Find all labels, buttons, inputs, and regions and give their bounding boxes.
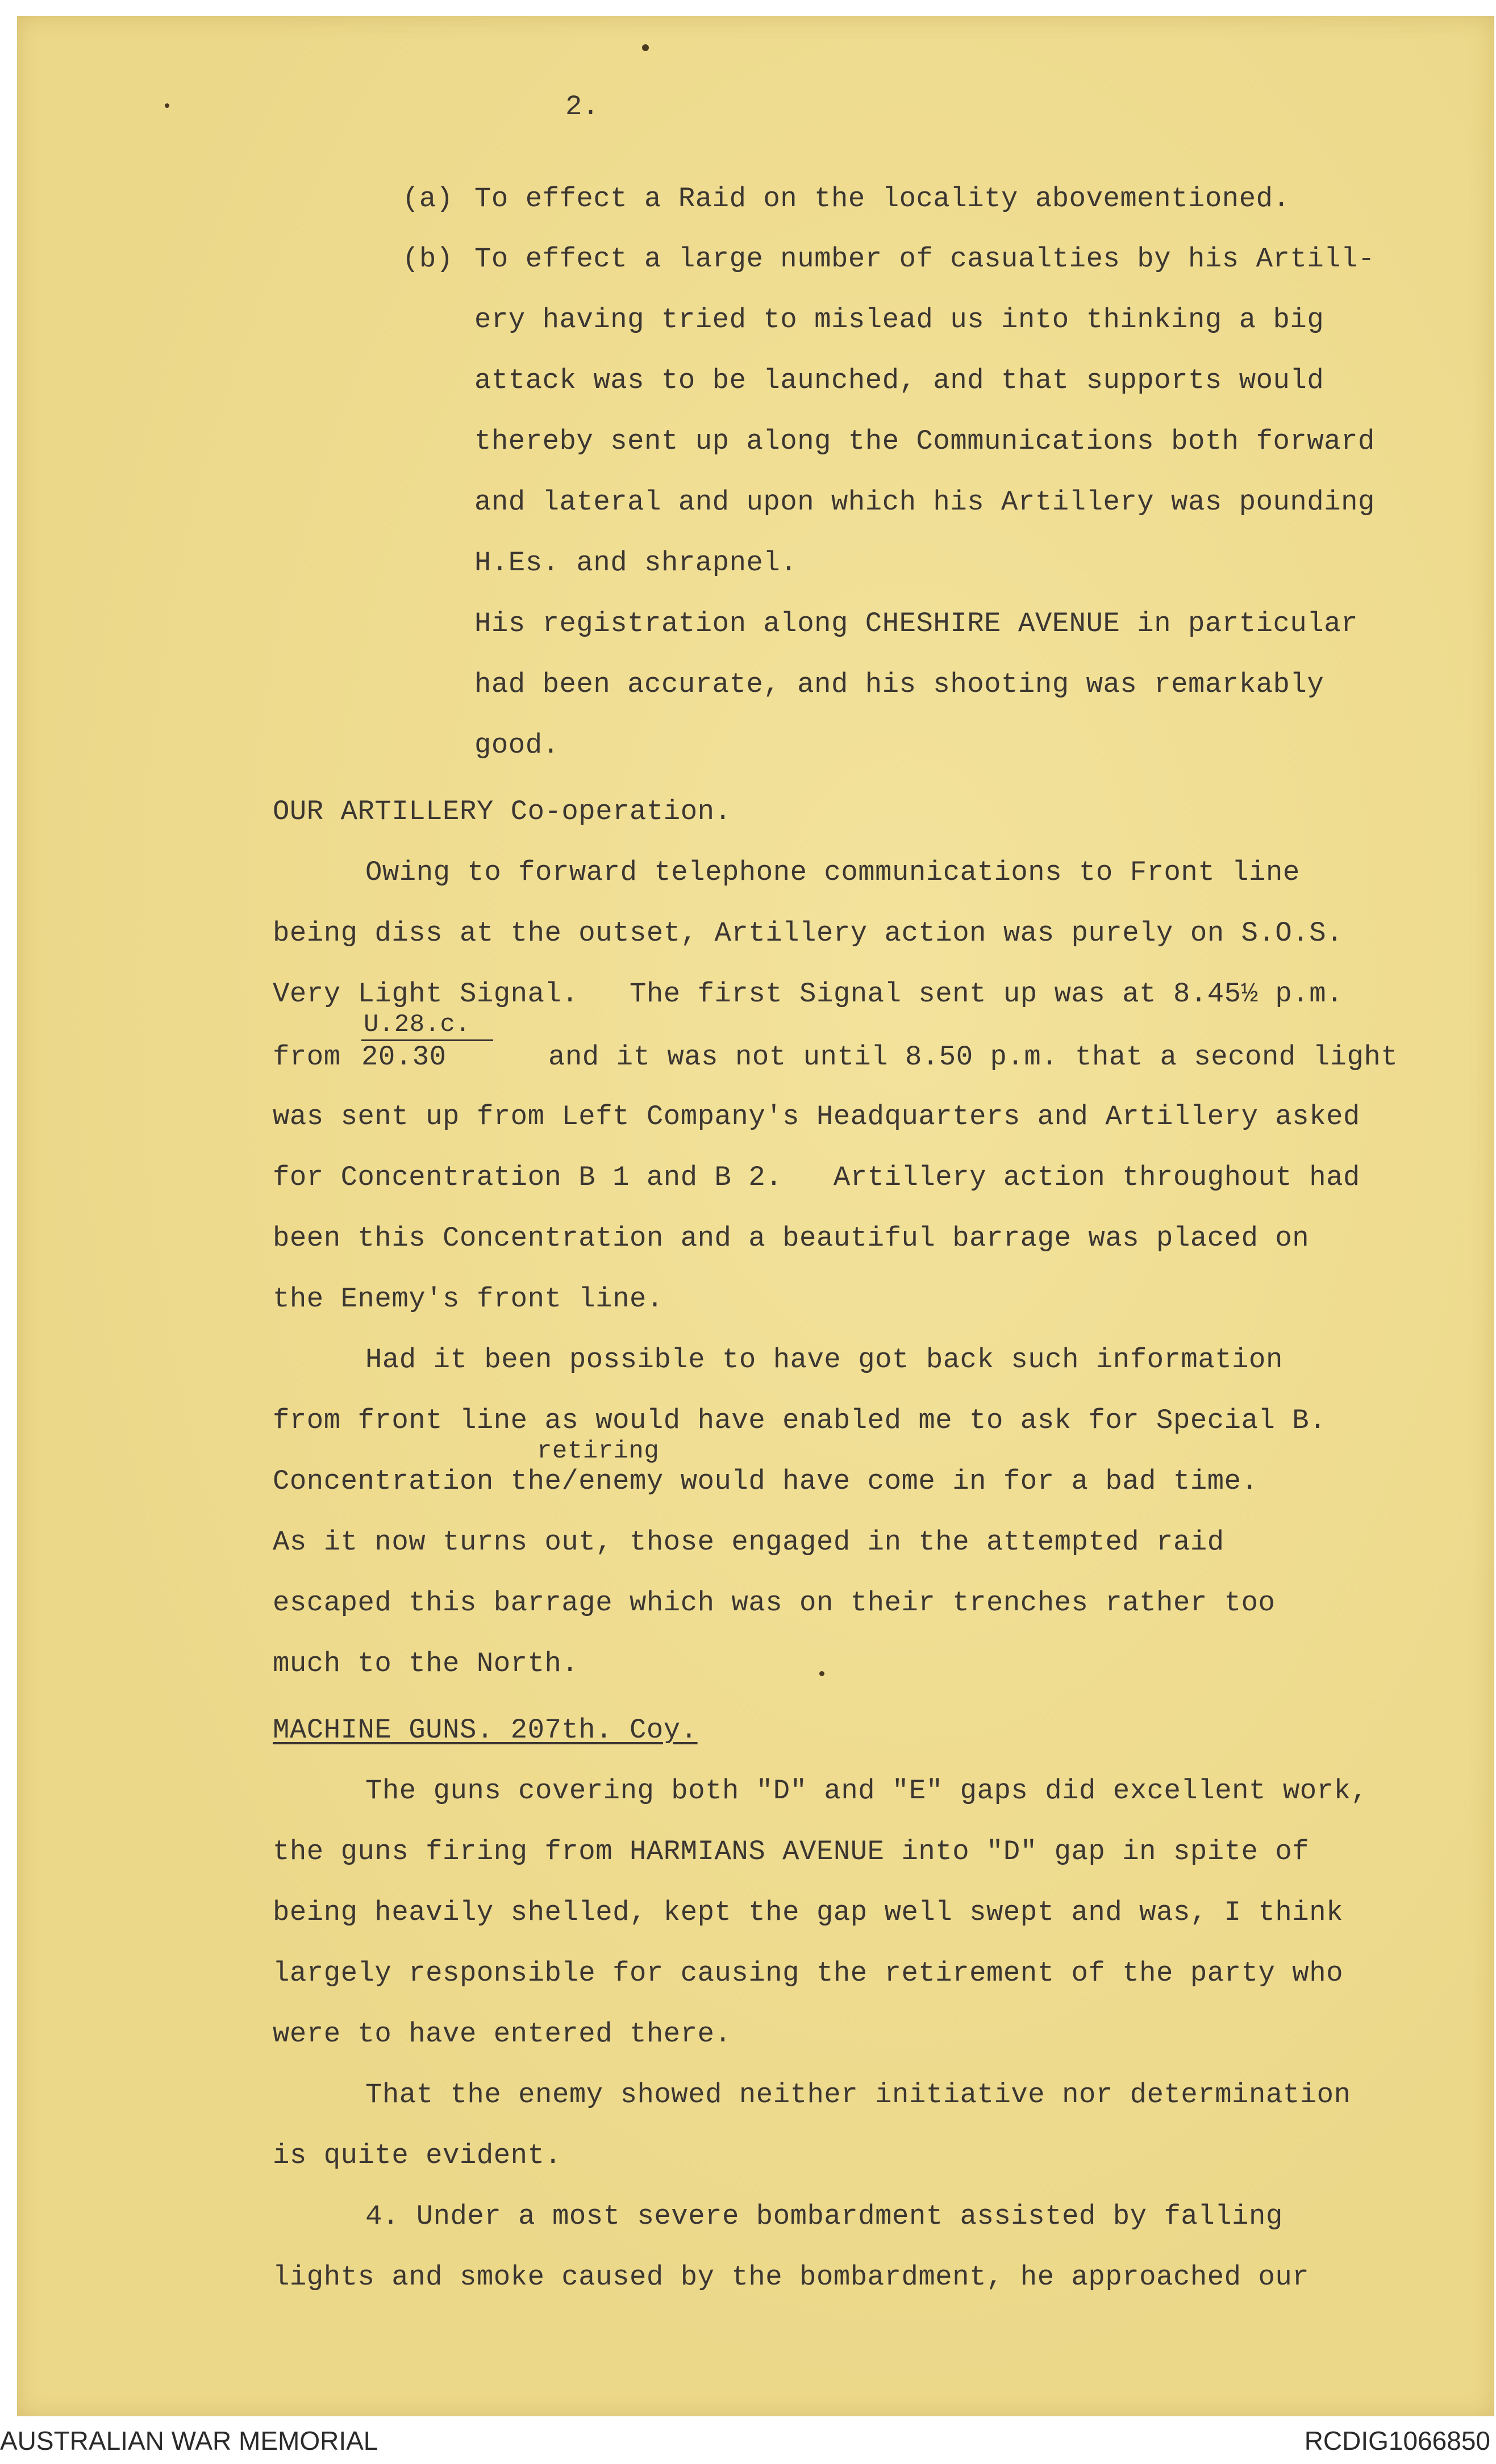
machine-guns-line: 4. Under a most severe bombardment assisted by falling	[365, 2200, 1283, 2232]
artillery-line: being diss at the outset, Artillery action was purely on S.O.S.	[273, 917, 1344, 949]
item-b-line: had been accurate, and his shooting was remarkably	[474, 669, 1324, 700]
artillery-line: Owing to forward telephone communications to Front line	[365, 857, 1300, 888]
machine-guns-line: the guns firing from HARMIANS AVENUE into "D" gap in spite of	[273, 1836, 1310, 1868]
artillery-line: for Concentration B 1 and B 2. Artillery action throughout had	[273, 1162, 1360, 1193]
artillery-line: escaped this barrage which was on their trenches rather too	[273, 1587, 1276, 1619]
artillery-line: Had it been possible to have got back such information	[365, 1344, 1283, 1376]
archive-footer	[0, 2416, 1496, 2464]
machine-guns-line: lights and smoke caused by the bombardment, he approached our	[273, 2261, 1310, 2293]
artillery-line: and it was not until 8.50 p.m. that a second light	[548, 1041, 1398, 1073]
machine-guns-line: were to have entered there.	[273, 2018, 732, 2050]
margin-mark	[819, 1671, 824, 1676]
machine-guns-line: largely responsible for causing the retirement of the party who	[273, 1957, 1344, 1989]
section-heading-machine-guns: MACHINE GUNS. 207th. Coy.	[273, 1714, 698, 1746]
page-number: 2.	[565, 91, 599, 123]
footer-institution: AUSTRALIAN WAR MEMORIAL	[0, 2426, 378, 2455]
artillery-line: the Enemy's front line.	[273, 1283, 664, 1315]
artillery-line: Concentration the/enemy would have come in for a bad time.	[273, 1465, 1259, 1497]
item-b-line: ery having tried to mislead us into thinking a big	[474, 304, 1324, 336]
margin-mark	[165, 103, 169, 108]
item-b-line: To effect a large number of casualties by his Artill-	[474, 243, 1375, 275]
item-b-line: good.	[474, 729, 560, 761]
artillery-line: from	[273, 1041, 341, 1073]
section-heading-artillery: OUR ARTILLERY Co-operation.	[273, 796, 732, 828]
map-reference-rule	[361, 1039, 493, 1041]
map-reference-top: U.28.c.	[364, 1010, 471, 1039]
item-b-marker: (b)	[402, 243, 453, 275]
item-b-line: His registration along CHESHIRE AVENUE in particular	[474, 608, 1359, 640]
item-a-text: To effect a Raid on the locality abovementioned.	[474, 183, 1290, 215]
item-b-line: H.Es. and shrapnel.	[474, 547, 798, 579]
artillery-line: been this Concentration and a beautiful barrage was placed on	[273, 1222, 1310, 1254]
item-b-line: and lateral and upon which his Artillery was pounding	[474, 486, 1375, 518]
item-b-line: attack was to be launched, and that supports would	[474, 365, 1324, 396]
item-a-marker: (a)	[402, 183, 453, 215]
map-reference-bottom: 20.30	[361, 1041, 447, 1073]
artillery-line: from front line as would have enabled me to ask for Special B.	[273, 1405, 1327, 1436]
handwritten-insertion: retiring	[537, 1437, 660, 1465]
machine-guns-line: being heavily shelled, kept the gap well swept and was, I think	[273, 1897, 1344, 1928]
machine-guns-line: That the enemy showed neither initiative nor determination	[365, 2079, 1351, 2111]
punch-hole-mark	[642, 44, 649, 51]
footer-record-id: RCDIG1066850	[1304, 2426, 1490, 2455]
artillery-line: As it now turns out, those engaged in the attempted raid	[273, 1526, 1224, 1558]
artillery-line: much to the North.	[273, 1648, 579, 1680]
item-b-line: thereby sent up along the Communications both forward	[474, 425, 1375, 457]
machine-guns-line: is quite evident.	[273, 2140, 562, 2171]
artillery-line: was sent up from Left Company's Headquarters and Artillery asked	[273, 1101, 1360, 1133]
artillery-line: Very Light Signal. The first Signal sent up was at 8.45½ p.m.	[273, 978, 1344, 1010]
machine-guns-line: The guns covering both "D" and "E" gaps did excellent work,	[365, 1775, 1368, 1807]
